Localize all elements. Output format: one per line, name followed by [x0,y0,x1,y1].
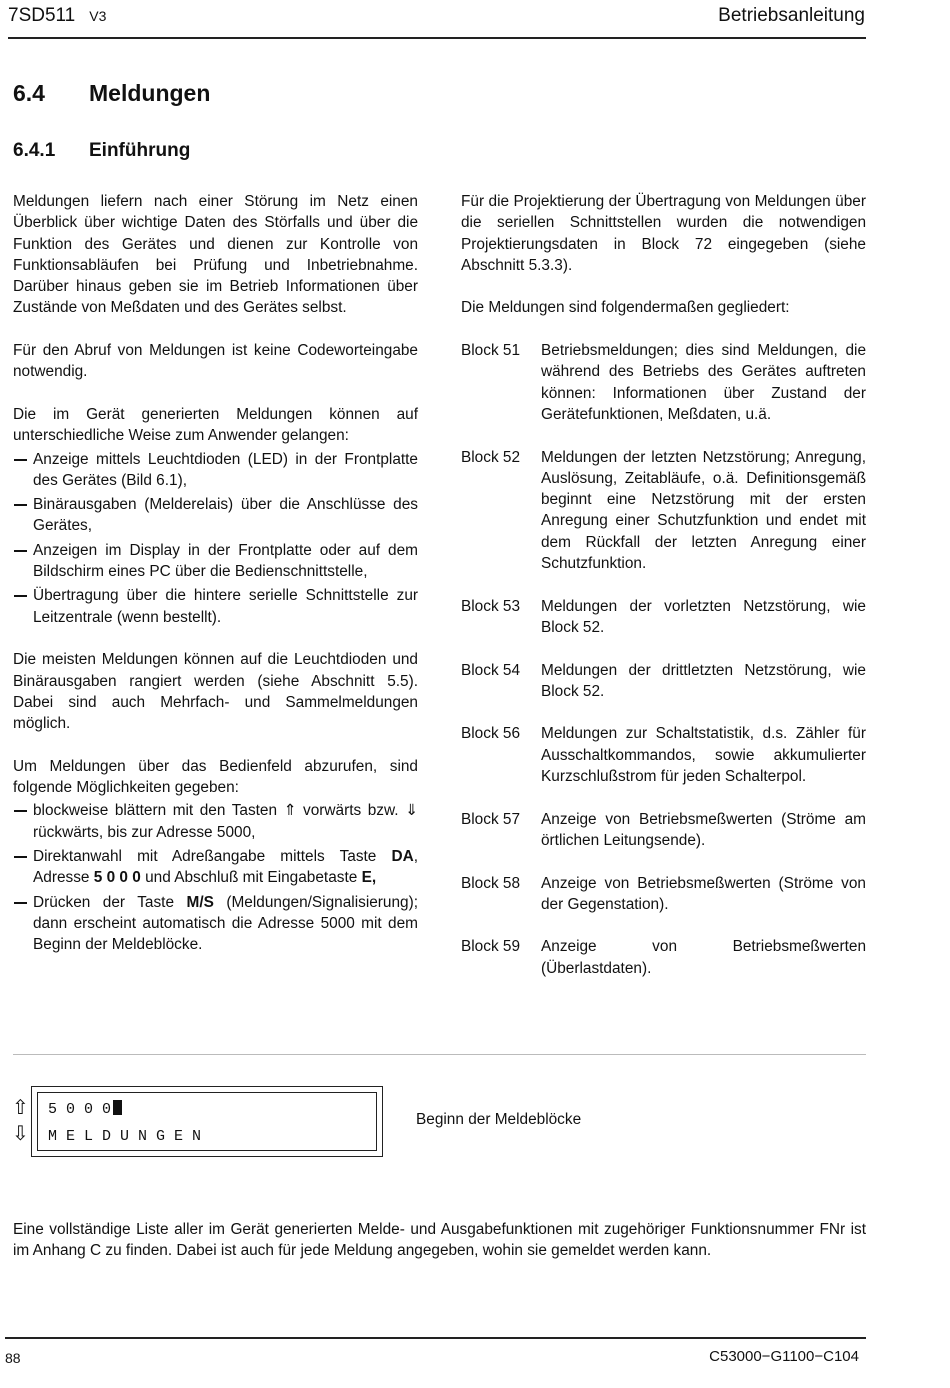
list-item: blockweise blättern mit den Tasten ⇑ vorwärts bzw. ⇓ rückwärts, bis zur Adresse 5000, [13,800,418,843]
list-item: Anzeigen im Display in der Frontplatte oder auf dem Bildschirm eines PC über die Bedienschnittstelle, [13,540,418,583]
bottom-paragraph: Eine vollständige Liste aller im Gerät generierten Melde- und Ausgabefunktionen mit zugehöriger Funktionsnummer FNr ist im Anhang C zu finden. Dabei ist auch für jede Meldung angegeben, wohin sie gemeldet werden kann. [13,1221,866,1260]
block-label: Block 56 [461,725,521,743]
block-text: Meldungen der vorletzten Netzstörung, wie Block 52. [541,597,866,636]
footer-rule [5,1337,866,1339]
block-text: Meldungen zur Schaltstatistik, d.s. Zähler für Ausschaltkommandos, sowie akkumulierter Kurzschlußstrom für jeden Schalterpol. [541,725,866,786]
paragraph: Meldungen liefern nach einer Störung im Netz einen Überblick über wichtige Daten des Störfalls und über die Funktion des Gerätes und dienen zur Kontrolle von Funktionsabläufen bei Prüfung und Inbetriebnahme. Darüber hinaus geben sie im Betrieb Informationen über Zustände von Meßdaten und des Gerätes selbst. [13,193,418,317]
paragraph: Die Meldungen sind folgendermaßen gegliedert: [461,299,790,317]
right-column [461,191,866,1000]
block-text: Anzeige von Betriebsmeßwerten (Ströme am örtlichen Leitungsende). [541,810,866,849]
block-text: Betriebsmeldungen; dies sind Meldungen, die während des Betriebs des Gerätes auftreten können: Informationen über Zustand der Gerätefunktionen, Meßdaten, u.ä. [541,342,866,423]
paragraph: Für den Abruf von Meldungen ist keine Codeworteingabe notwendig. [13,342,418,381]
lcd-line-2: M E L D U N G E N [48,1128,202,1145]
model-name: 7SD511 [8,5,76,26]
list-item: Direktanwahl mit Adreßangabe mittels Taste DA, Adresse 5 0 0 0 und Abschluß mit Eingabetaste E, [13,846,418,889]
block-entry [461,936,866,979]
block-text: Meldungen der letzten Netzstörung; Anregung, Auslösung, Zeitabläufe, o.ä. Definitionsgemäß beginnt eine Netzstörung mit der ersten Anregung einer Schutzfunktion und endet mit dem Rückfall der letzten Anregung einer Schutzfunktion. [541,448,866,573]
key-ms: M/S [186,893,214,911]
scroll-arrows [12,1097,28,1145]
version-label: V3 [89,8,107,24]
block-entry [461,447,866,575]
lcd-display [31,1086,383,1157]
page-number: 88 [5,1350,21,1366]
block-entry [461,660,866,703]
block-label: Block 52 [461,448,521,466]
list-item: Anzeige mittels Leuchtdioden (LED) in der Frontplatte des Gerätes (Bild 6.1), [13,449,418,492]
key-up-icon: ⇑ [283,802,297,820]
paragraph: Die im Gerät generierten Meldungen können auf unterschiedliche Weise zum Anwender gelangen: [13,405,418,445]
block-label: Block 54 [461,661,521,679]
paragraph: Um Meldungen über das Bedienfeld abzurufen, sind folgende Möglichkeiten gegeben: [13,757,418,797]
section-title: Meldungen [89,80,211,106]
section-heading [13,80,210,107]
lcd-line-1 [48,1100,122,1118]
block-label: Block 57 [461,810,521,828]
block-entry [461,809,866,852]
block-label: Block 51 [461,342,521,360]
block-label: Block 58 [461,874,521,892]
address-value: 5 0 0 0 [93,869,141,887]
block-text: Anzeige von Betriebsmeßwerten (Ströme von der Gegenstation). [541,874,866,913]
block-entry [461,873,866,916]
access-list [13,800,418,955]
block-entry [461,340,866,425]
key-da: DA [391,847,414,865]
list-item: Binärausgaben (Melderelais) über die Anschlüsse des Gerätes, [13,494,418,537]
block-entry [461,596,866,639]
left-column [13,191,418,977]
lcd-address: 5 0 0 0 [48,1101,112,1118]
header-model [8,5,106,27]
subsection-title: Einführung [89,140,191,161]
list-item: Drücken der Taste M/S (Meldungen/Signalisierung); dann erscheint automatisch die Adresse 5000 mit dem Beginn der Meldeblöcke. [13,892,418,956]
arrow-down-icon: ⇩ [12,1123,29,1145]
lcd-screen [37,1092,377,1151]
paragraph: Für die Projektierung der Übertragung von Meldungen über die seriellen Schnittstellen wurden die notwendigen Projektierungsdaten in Block 72 eingegeben (siehe Abschnitt 5.3.3). [461,193,866,274]
block-text: Anzeige von Betriebsmeßwerten (Überlastdaten). [541,938,866,977]
header-doc-type: Betriebsanleitung [718,5,865,26]
block-entry [461,723,866,787]
cursor-block [113,1100,122,1115]
section-divider [13,1054,866,1055]
paragraph: Die meisten Meldungen können auf die Leuchtdioden und Binärausgaben rangiert werden (siehe Abschnitt 5.5). Dabei sind auch Mehrfach- und Sammelmeldungen möglich. [13,651,418,733]
header-rule [8,37,866,39]
block-label: Block 53 [461,597,521,615]
subsection-number: 6.4.1 [13,140,56,161]
document-number: C53000−G1100−C104 [709,1348,859,1365]
key-down-icon: ⇓ [405,802,418,820]
list-item: Übertragung über die hintere serielle Schnittstelle zur Leitzentrale (wenn bestellt). [13,585,418,628]
block-label: Block 59 [461,938,521,956]
subsection-heading [13,140,190,162]
section-number: 6.4 [13,80,45,106]
key-enter: E, [361,869,377,887]
delivery-list [13,449,418,628]
display-caption: Beginn der Meldeblöcke [416,1111,582,1128]
block-text: Meldungen der drittletzten Netzstörung, wie Block 52. [541,661,866,700]
arrow-up-icon: ⇧ [12,1097,29,1119]
